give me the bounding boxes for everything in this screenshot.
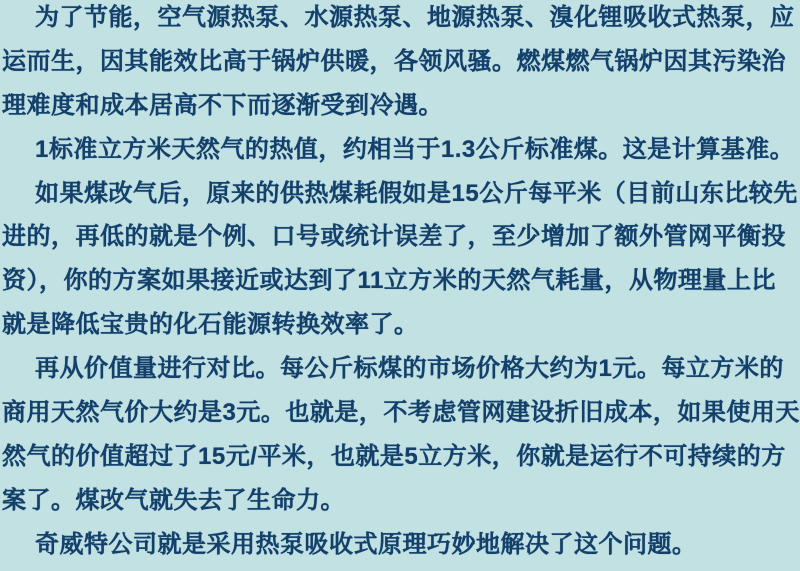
text-line: 运而生，因其能效比高于锅炉供暖，各领风骚。燃煤燃气锅炉因其污染治 bbox=[2, 47, 786, 75]
text-line: 1标准立方米天然气的热值，约相当于1.3公斤标准煤。这是计算基准。 bbox=[35, 135, 795, 163]
text-line: 案了。煤改气就失去了生命力。 bbox=[2, 486, 345, 514]
text-line: 再从价值量进行对比。每公斤标煤的市场价格大约为1元。每立方米的 bbox=[35, 355, 784, 383]
text-line: 为了节能，空气源热泵、水源热泵、地源热泵、溴化锂吸收式热泵，应 bbox=[35, 4, 795, 31]
text-line: 奇威特公司就是采用热泵吸收式原理巧妙地解决了这个问题。 bbox=[35, 530, 697, 558]
text-line: 理难度和成本居高不下而逐渐受到冷遇。 bbox=[2, 91, 443, 119]
text-line: 如果煤改气后，原来的供热煤耗假如是15公斤每平米（目前山东比较先 bbox=[35, 179, 798, 207]
text-line: 然气的价值超过了15元/平米，也就是5立方米，你就是运行不可持续的方 bbox=[2, 442, 786, 470]
text-line: 资），你的方案如果接近或达到了11立方米的天然气耗量，从物理量上比 bbox=[2, 267, 776, 295]
text-line: 商用天然气价大约是3元。也就是，不考虑管网建设折旧成本，如果使用天 bbox=[2, 399, 800, 427]
text-line: 进的，再低的就是个例、口号或统计误差了，至少增加了额外管网平衡投 bbox=[2, 223, 786, 251]
text-line: 就是降低宝贵的化石能源转换效率了。 bbox=[2, 311, 419, 339]
